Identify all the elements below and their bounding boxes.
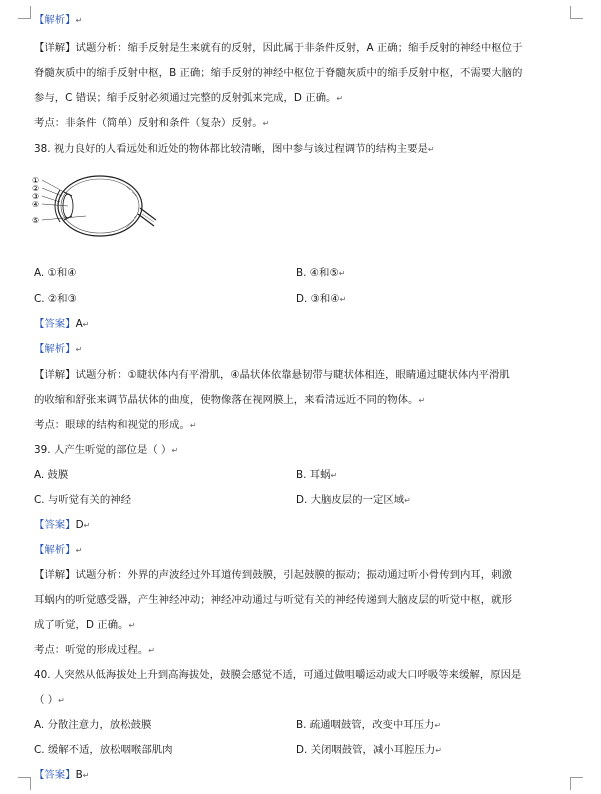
q40-option-b: B. 疏通咽鼓管，改变中耳压力↵ bbox=[296, 719, 442, 731]
q40-stem-line-1: 40. 人突然从低海拔处上升到高海拔处，鼓膜会感觉不适，可通过做咀嚼运动或大口呼吸等来缓解，原因是 bbox=[34, 669, 522, 681]
q37-detail-line-1: 【详解】试题分析：缩手反射是生来就有的反射，因此属于非条件反射，A 正确；缩手反射的神经中枢位于 bbox=[34, 42, 523, 54]
q39-answer: 【答案】D↵ bbox=[34, 519, 91, 531]
q39-analysis-heading: 【解析】↵ bbox=[34, 544, 83, 556]
q38-option-a: A. ①和④ bbox=[34, 267, 77, 279]
q40-answer: 【答案】B↵ bbox=[34, 769, 90, 781]
figure-label-5: ⑤ bbox=[32, 216, 40, 225]
q40-option-d: D. 关闭咽鼓管，减小耳腔压力↵ bbox=[296, 744, 442, 756]
figure-label-1: ① bbox=[32, 176, 40, 185]
q37-analysis-heading: 【解析】↵ bbox=[34, 14, 83, 26]
crop-mark-top-right bbox=[570, 6, 583, 19]
q38-option-d: D. ③和④↵ bbox=[296, 293, 347, 305]
eyeball-diagram-svg bbox=[30, 170, 160, 246]
q39-option-b: B. 耳蜗↵ bbox=[296, 469, 338, 481]
crop-mark-bottom-left bbox=[18, 777, 31, 790]
q39-detail-line-2: 耳蜗内的听觉感受器，产生神经冲动；神经冲动通过与听觉有关的神经传递到大脑皮层的听觉中枢，就形 bbox=[34, 594, 512, 606]
crop-mark-bottom-right bbox=[570, 777, 583, 790]
q38-option-c: C. ②和③ bbox=[34, 293, 77, 305]
q39-detail-line-1: 【详解】试题分析：外界的声波经过外耳道传到鼓膜，引起鼓膜的振动；振动通过听小骨传到内耳，刺激 bbox=[34, 569, 512, 581]
eyeball-diagram bbox=[30, 170, 160, 246]
q40-option-a: A. 分散注意力，放松鼓膜 bbox=[34, 719, 152, 731]
q39-option-a: A. 鼓膜 bbox=[34, 469, 69, 481]
q40-stem-line-2: （ ）↵ bbox=[34, 694, 65, 706]
figure-label-2: ② bbox=[32, 184, 40, 193]
figure-label-4: ④ bbox=[32, 200, 40, 209]
q37-knowledge-point: 考点：非条件（简单）反射和条件（复杂）反射。↵ bbox=[34, 117, 270, 129]
q39-detail-line-3: 成了听觉，D 正确。↵ bbox=[34, 619, 136, 631]
q38-knowledge-point: 考点：眼球的结构和视觉的形成。↵ bbox=[34, 419, 197, 431]
q38-answer: 【答案】A↵ bbox=[34, 318, 90, 330]
q39-knowledge-point: 考点：听觉的形成过程。↵ bbox=[34, 644, 155, 656]
q38-stem: 38. 视力良好的人看远处和近处的物体都比较清晰，图中参与该过程调节的结构主要是↵ bbox=[34, 143, 435, 155]
q39-option-d: D. 大脑皮层的一定区域↵ bbox=[296, 494, 411, 506]
q40-option-c: C. 缓解不适，放松咽喉部肌肉 bbox=[34, 744, 173, 756]
q38-detail-line-1: 【详解】试题分析：①睫状体内有平滑肌，④晶状体依靠悬韧带与睫状体相连，眼睛通过睫状体内平滑肌 bbox=[34, 369, 510, 381]
q37-detail-line-3: 参与，C 错误；缩手反射必须通过完整的反射弧来完成，D 正确。↵ bbox=[34, 92, 344, 104]
q39-stem: 39. 人产生听觉的部位是（ ）↵ bbox=[34, 444, 179, 456]
q38-option-b: B. ④和⑤↵ bbox=[296, 267, 346, 279]
q39-option-c: C. 与听觉有关的神经 bbox=[34, 494, 131, 506]
q38-detail-line-2: 的收缩和舒张来调节晶状体的曲度，使物像落在视网膜上，来看清远近不同的物体。↵ bbox=[34, 394, 426, 406]
crop-mark-top-left bbox=[18, 6, 31, 19]
q38-analysis-heading: 【解析】↵ bbox=[34, 343, 83, 355]
figure-label-3: ③ bbox=[32, 192, 40, 201]
q37-detail-line-2: 脊髓灰质中的缩手反射中枢，B 正确；缩手反射的神经中枢位于脊髓灰质中的缩手反射中枢，不需要大脑的 bbox=[34, 67, 523, 79]
